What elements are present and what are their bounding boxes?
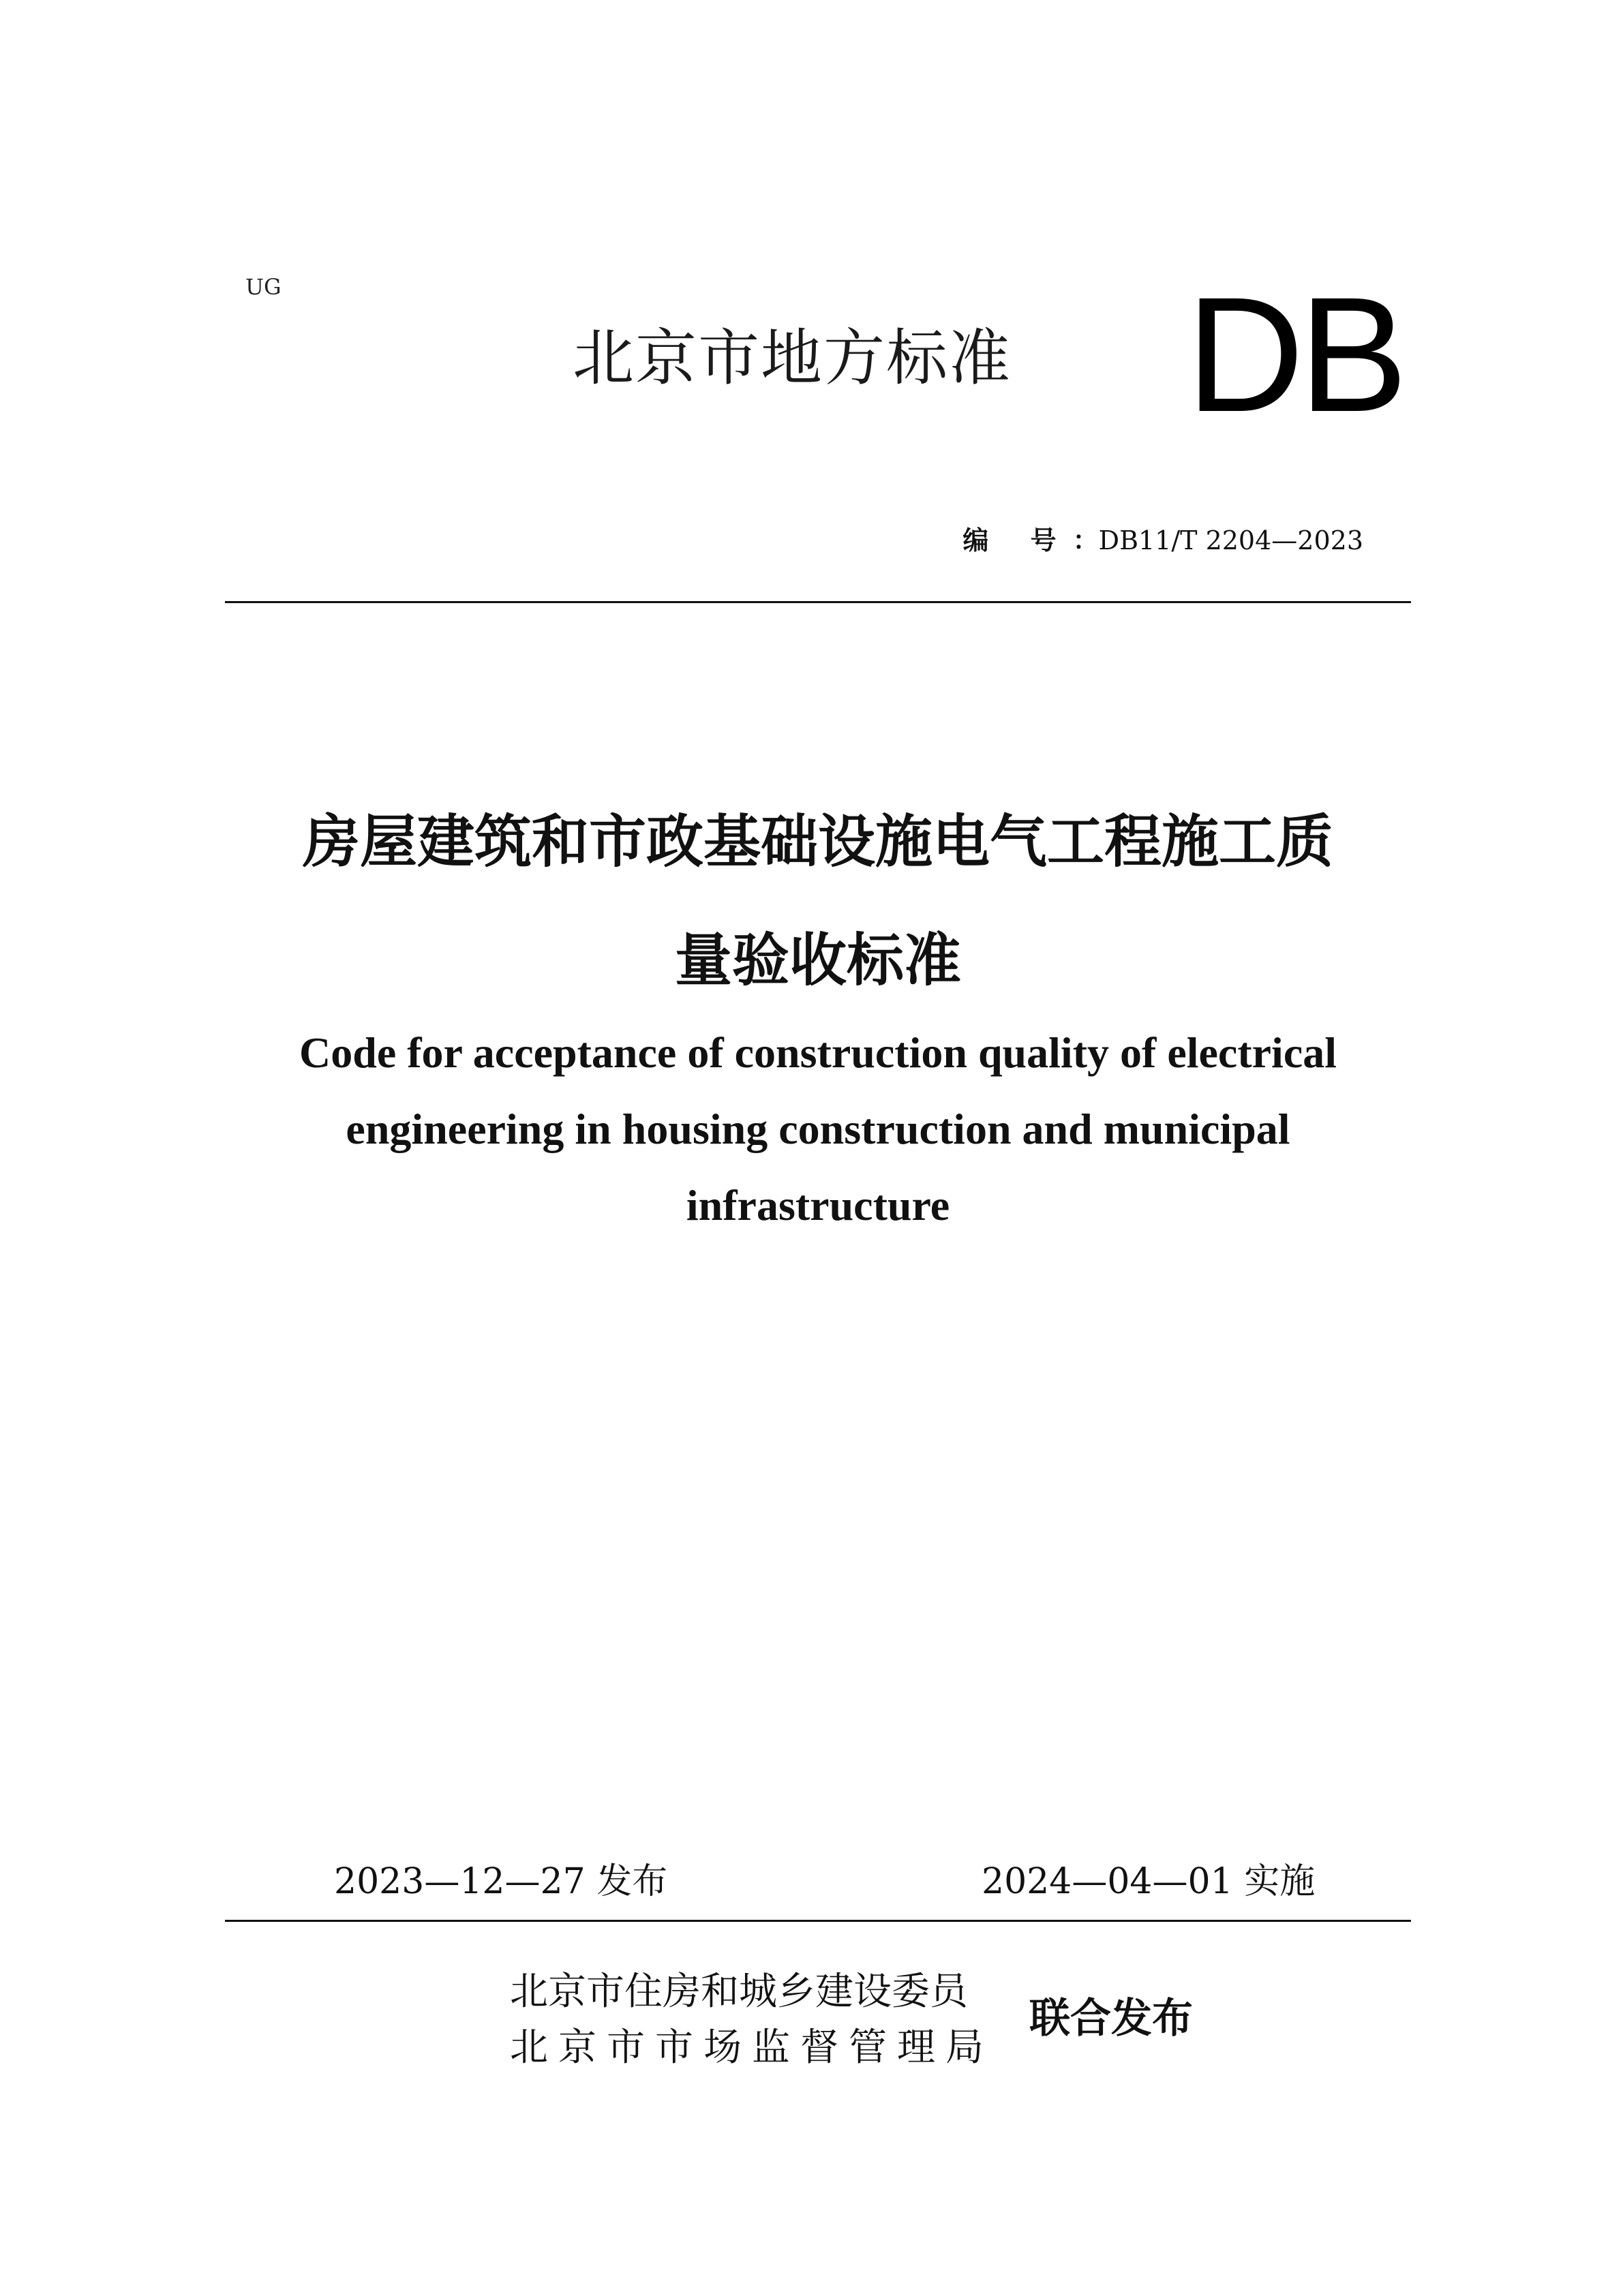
chinese-title-line-1: 房屋建筑和市政基础设施电气工程施工质 [302, 808, 1333, 875]
classification-code: UG [245, 274, 282, 300]
english-title-line-3: infrastructure [686, 1181, 950, 1229]
standard-number-value: DB11/T 2204—2023 [1098, 525, 1363, 555]
english-title-line-2: engineering in housing construction and municipal [346, 1105, 1290, 1153]
issue-date [334, 1852, 667, 1903]
standard-number-label: 编 号 [962, 525, 1073, 555]
issue-date-value: 2023—12—27 [334, 1861, 586, 1902]
implementation-date-value: 2024—04—01 [982, 1861, 1233, 1902]
issuer-market-regulation: 北京市市场监督管理局 [510, 2025, 994, 2070]
standard-number [962, 519, 1363, 557]
implementation-date-label: 实施 [1244, 1861, 1316, 1902]
english-title-line-1: Code for acceptance of construction quality of electrical [299, 1028, 1337, 1077]
issue-date-label: 发布 [596, 1861, 668, 1902]
bottom-divider [225, 1920, 1411, 1922]
chinese-title-line-2: 量验收标准 [674, 927, 961, 994]
issuer-housing-commission: 北京市住房和城乡建设委员 [510, 1970, 968, 2014]
standard-number-separator: ： [1072, 525, 1099, 555]
db-logo: DB [1186, 263, 1403, 446]
standard-type-title: 北京市地方标准 [573, 322, 1012, 394]
implementation-date [982, 1852, 1315, 1903]
top-divider [225, 601, 1411, 603]
joint-publication-label: 联合发布 [1029, 1995, 1193, 2042]
